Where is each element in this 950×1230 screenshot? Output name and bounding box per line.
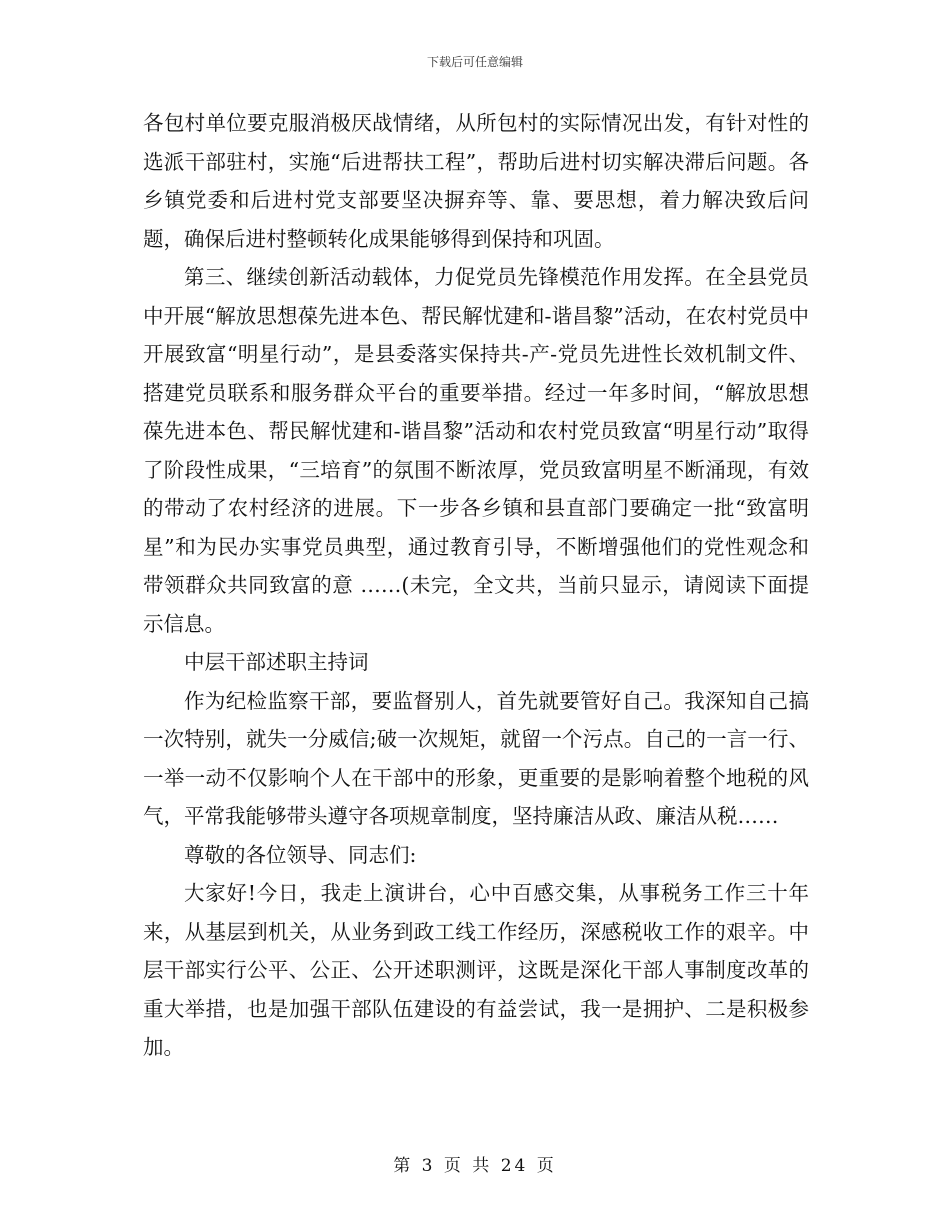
paragraph-4: 大家好!今日，我走上演讲台，心中百感交集，从事税务工作三十年来，从基层到机关，从业务到政工线工作经历，深感税收工作的艰辛。中层干部实行公平、公正、公开述职测评，这既是深化干部人事制度改革的重大举措，也是加强干部队伍建设的有益尝试，我一是拥护、二是积极参加。: [143, 881, 809, 1059]
paragraph-1: 各包村单位要克服消极厌战情绪，从所包村的实际情况出发，有针对性的选派干部驻村，实施“后进帮扶工程”，帮助后进村切实解决滞后问题。各乡镇党委和后进村党支部要坚决摒弃等、靠、要思想，着力解决致后问题，确保后进村整顿转化成果能够得到保持和巩固。: [143, 111, 809, 251]
document-body: [143, 104, 809, 1067]
page-header: 下载后可任意编辑: [426, 55, 523, 69]
salutation: 尊敬的各位领导、同志们:: [184, 842, 417, 867]
paragraph-3: 作为纪检监察干部，要监督别人，首先就要管好自己。我深知自己搞一次特别，就失一分威信;破一次规矩，就留一个污点。自己的一言一行、一举一动不仅影响个人在干部中的形象，更重要的是影响着整个地税的风气，平常我能够带头遵守各项规章制度，坚持廉洁从政、廉洁从税……: [143, 688, 809, 828]
page-footer: 第 3 页 共 24 页: [393, 1156, 557, 1176]
paragraph-2: 第三、继续创新活动载体，力促党员先锋模范作用发挥。在全县党员中开展“解放思想葆先进本色、帮民解忧建和-谐昌黎”活动，在农村党员中开展致富“明星行动”，是县委落实保持共-产-党员先进性长效机制文件、搭建党员联系和服务群众平台的重要举措。经过一年多时间，“解放思想葆先进本色、帮民解忧建和-谐昌黎”活动和农村党员致富“明星行动”取得了阶段性成果，“三培育”的氛围不断浓厚，党员致富明星不断涌现，有效的带动了农村经济的进展。下一步各乡镇和县直部门要确定一批“致富明星”和为民办实事党员典型，通过教育引导，不断增强他们的党性观念和带领群众共同致富的意 ……(未完，全文共，当前只显示，请阅读下面提示信息。: [143, 265, 809, 636]
section-heading: 中层干部述职主持词: [184, 650, 369, 674]
